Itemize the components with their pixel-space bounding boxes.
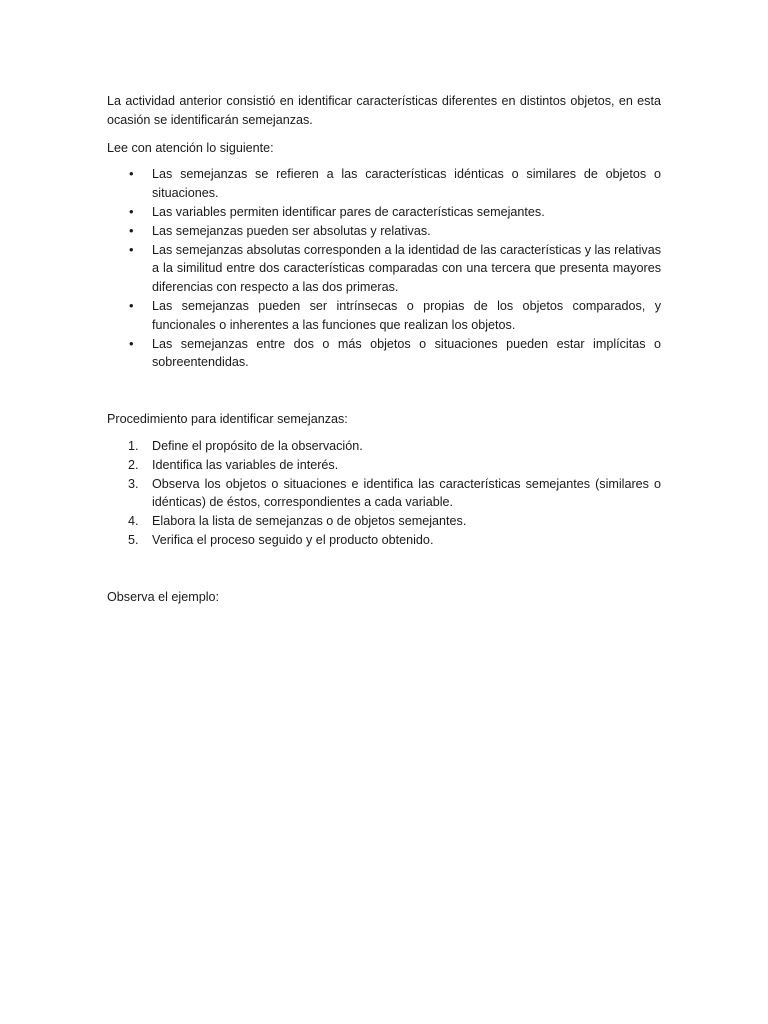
list-item: [107, 241, 661, 297]
step-number: 1.: [128, 438, 139, 453]
step-text: Identifica las variables de interés.: [152, 457, 339, 472]
bullet-list: [107, 165, 661, 372]
list-item-text: Las semejanzas se refieren a las características idénticas o similares de objetos o situaciones.: [152, 167, 661, 201]
bullet-glyph: •: [129, 297, 134, 313]
list-item: [107, 531, 661, 550]
list-item: [107, 203, 661, 222]
list-item: [107, 456, 661, 475]
numbered-list: [107, 437, 661, 550]
list-item: [107, 222, 661, 241]
document-page: [107, 92, 661, 607]
list-item: [107, 512, 661, 531]
list-item: [107, 335, 661, 373]
step-number: 5.: [128, 532, 139, 547]
vertical-spacer: [107, 372, 661, 410]
step-text: Verifica el proceso seguido y el producto obtenido.: [152, 532, 434, 547]
list-item-text: Las variables permiten identificar pares de características semejantes.: [152, 204, 545, 219]
vertical-spacer: [107, 550, 661, 588]
bullet-glyph: •: [129, 241, 134, 257]
list-item-text: Las semejanzas pueden ser absolutas y relativas.: [152, 223, 431, 238]
bullet-glyph: •: [129, 203, 134, 219]
list-item: [107, 297, 661, 335]
step-number: 3.: [128, 476, 139, 491]
step-number: 2.: [128, 457, 139, 472]
bullet-glyph: •: [129, 166, 134, 182]
list-item: [107, 475, 661, 513]
step-text: Observa los objetos o situaciones e identifica las características semejantes (similares o idénticas) de éstos, correspondientes a cada variable.: [152, 476, 661, 510]
lead-paragraph: Lee con atención lo siguiente:: [107, 140, 274, 155]
bullet-glyph: •: [129, 335, 134, 351]
intro-paragraph: La actividad anterior consistió en identificar características diferentes en distintos objetos, en esta ocasión se identificarán semejanzas.: [107, 94, 661, 127]
procedure-title: Procedimiento para identificar semejanzas:: [107, 412, 348, 427]
list-item: [107, 165, 661, 203]
list-item-text: Las semejanzas absolutas corresponden a la identidad de las características y las relativas a la similitud entre dos características comparadas con una tercera que presenta mayores diferencias con respecto a las dos primeras.: [152, 242, 661, 295]
step-text: Define el propósito de la observación.: [152, 438, 363, 453]
step-text: Elabora la lista de semejanzas o de objetos semejantes.: [152, 514, 467, 529]
example-label: Observa el ejemplo:: [107, 589, 219, 604]
list-item-text: Las semejanzas pueden ser intrínsecas o propias de los objetos comparados, y funcionales o inherentes a las funciones que realizan los objetos.: [152, 298, 661, 332]
list-item-text: Las semejanzas entre dos o más objetos o situaciones pueden estar implícitas o sobreentendidas.: [152, 336, 661, 370]
step-number: 4.: [128, 514, 139, 529]
list-item: [107, 437, 661, 456]
bullet-glyph: •: [129, 222, 134, 238]
